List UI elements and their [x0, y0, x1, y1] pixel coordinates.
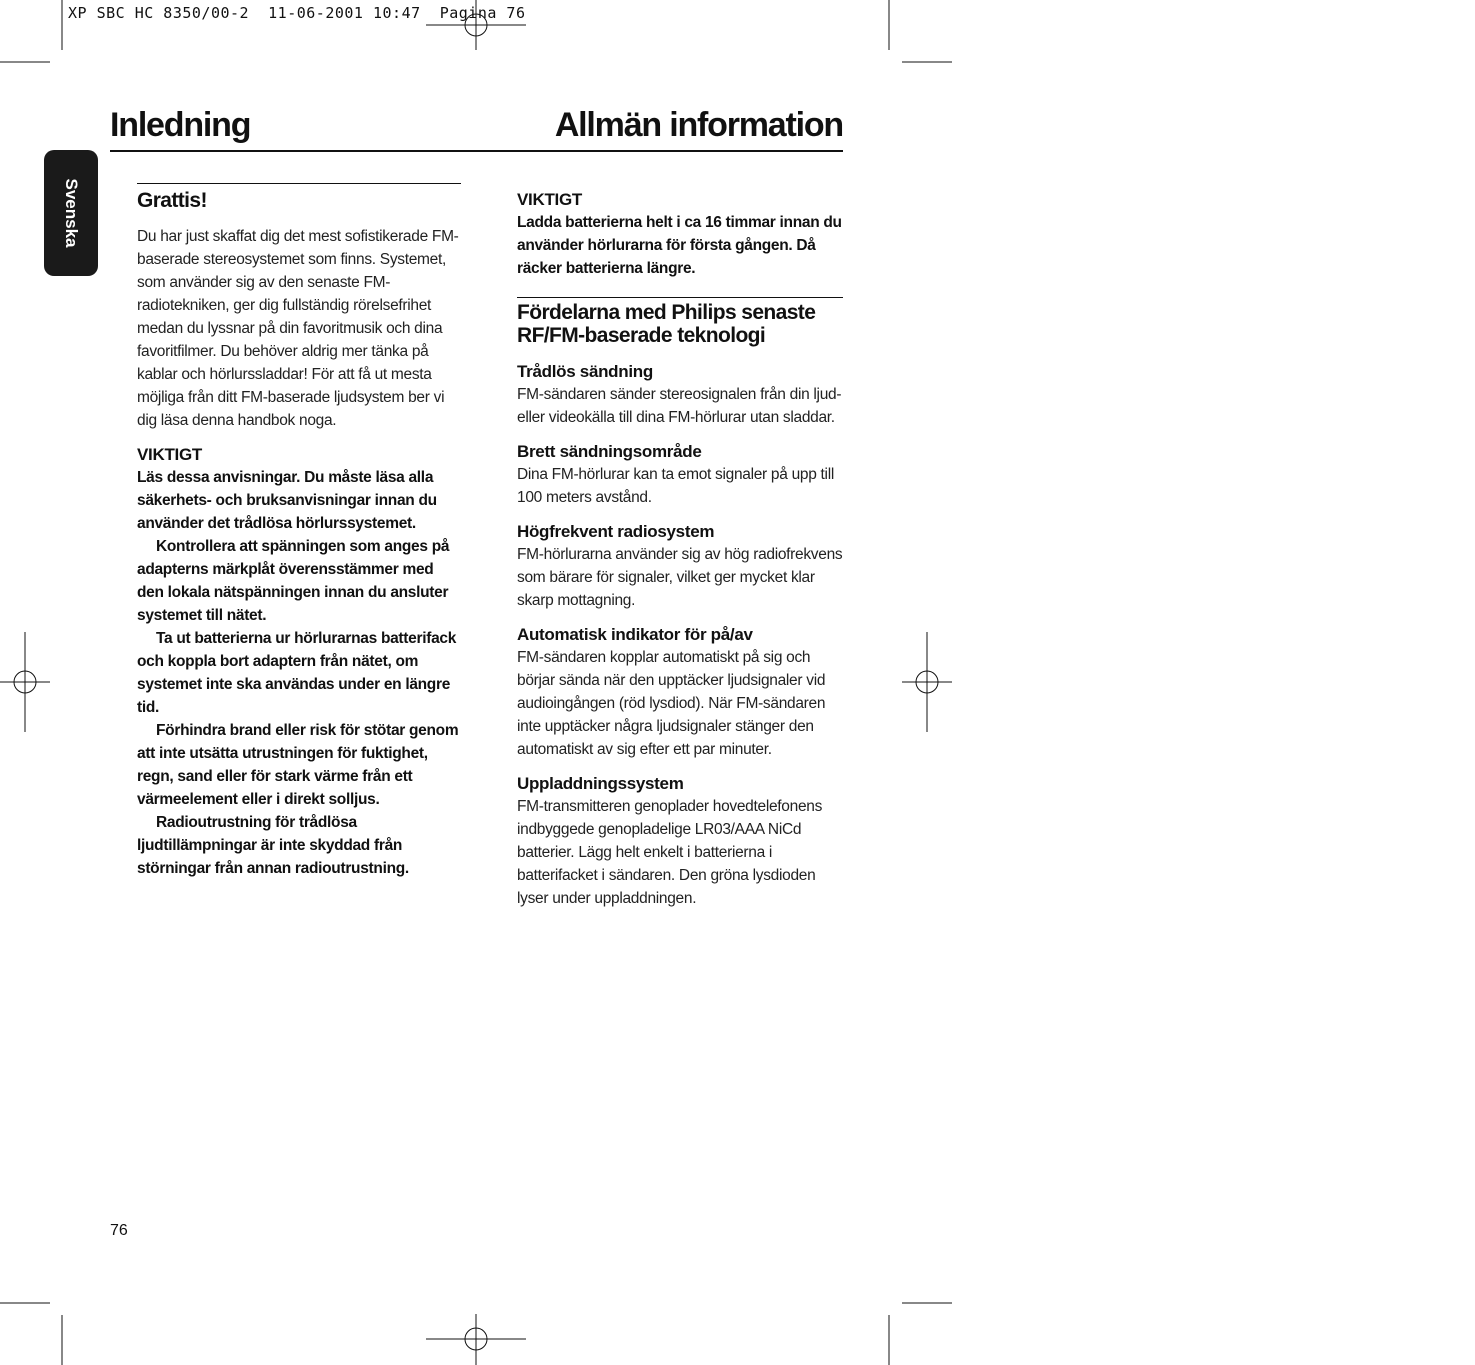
- feature-text: FM-hörlurarna använder sig av hög radiofrekvens som bärare för signaler, vilket ger mycket klar skarp mottagning.: [517, 546, 843, 609]
- feature-text: FM-transmitteren genoplader hovedtelefonens indbyggede genopladelige LR03/AAA NiCd batterier. Lägg helt enkelt i batterierna i batterifacket i sändaren. Den gröna lysdioden lyser under uppladdningen.: [517, 798, 823, 907]
- intro-text: Du har just skaffat dig det mest sofistikerade FM-baserade stereosystemet som finns. Systemet, som använder sig av den senaste FM-radiotekniken, ger dig fullständig rörelsefrihet medan du lyssnar på din favoritmusik och dina favoritfilmer. Du behöver aldrig mer tänka på kablar och hörlurssladdar! För att få ut mesta möjliga från ditt FM-baserade ljudsystem ber vi dig läsa denna handbok noga.: [137, 228, 459, 429]
- right-viktigt-heading: VIKTIGT: [517, 190, 582, 209]
- left-viktigt-heading: VIKTIGT: [137, 445, 202, 464]
- right-viktigt-text: Ladda batterierna helt i ca 16 timmar innan du använder hörlurarna för första gången. Då räcker batterierna längre.: [517, 214, 842, 277]
- page-number: 76: [110, 1222, 128, 1239]
- feature-title: Automatisk indikator för på/av: [517, 625, 753, 644]
- feature-title: Uppladdningssystem: [517, 774, 684, 793]
- header-rule: [110, 150, 843, 152]
- feature-title: Trådlös sändning: [517, 362, 653, 381]
- warning-item: Läs dessa anvisningar. Du måste läsa alla säkerhets- och bruksanvisningar innan du använder det trådlösa hörlurssystemet.: [137, 469, 437, 532]
- left-top-rule: [137, 183, 461, 184]
- warning-item: Förhindra brand eller risk för stötar genom att inte utsätta utrustningen för fuktighet, regn, sand eller för stark värme från ett värmeelement eller i direkt solljus.: [137, 722, 459, 808]
- language-tab: [44, 150, 98, 276]
- warning-item: Kontrollera att spänningen som anges på adapterns märkplåt överensstämmer med den lokala nätspänningen innan du ansluter systemet till nätet.: [137, 538, 450, 624]
- feature-text: FM-sändaren sänder stereosignalen från din ljud- eller videokälla till dina FM-hörlurar utan sladdar.: [517, 386, 842, 426]
- feature-text: Dina FM-hörlurar kan ta emot signaler på upp till 100 meters avstånd.: [517, 466, 834, 506]
- section-title-right: Allmän information: [554, 106, 843, 144]
- left-column: [137, 183, 461, 880]
- feature-text: FM-sändaren kopplar automatiskt på sig och börjar sända när den upptäcker ljudsignaler vid audioingången (röd lysdiod). När FM-sändaren inte upptäcker några ljudsignaler stänger den automatiskt av sig efter ett par minuter.: [517, 649, 826, 758]
- print-slug: XP SBC HC 8350/00-2 11-06-2001 10:47 Pagina 76: [68, 4, 526, 22]
- feature-title: Högfrekvent radiosystem: [517, 522, 715, 541]
- intro-heading: Grattis!: [137, 189, 207, 212]
- feature-title: Brett sändningsområde: [517, 442, 702, 461]
- warning-item: Radioutrustning för trådlösa ljudtillämpningar är inte skyddad från störningar från annan radioutrustning.: [137, 814, 409, 877]
- warning-item: Ta ut batterierna ur hörlurarnas batterifack och koppla bort adaptern från nätet, om systemet inte ska användas under en längre tid.: [137, 630, 457, 716]
- benefits-heading: Fördelarna med Philips senaste RF/FM-baserade teknologi: [517, 301, 816, 347]
- language-tab-label: Svenska: [62, 178, 81, 248]
- right-column: [517, 189, 843, 910]
- right-section-rule: [517, 297, 843, 298]
- section-title-left: Inledning: [110, 106, 251, 144]
